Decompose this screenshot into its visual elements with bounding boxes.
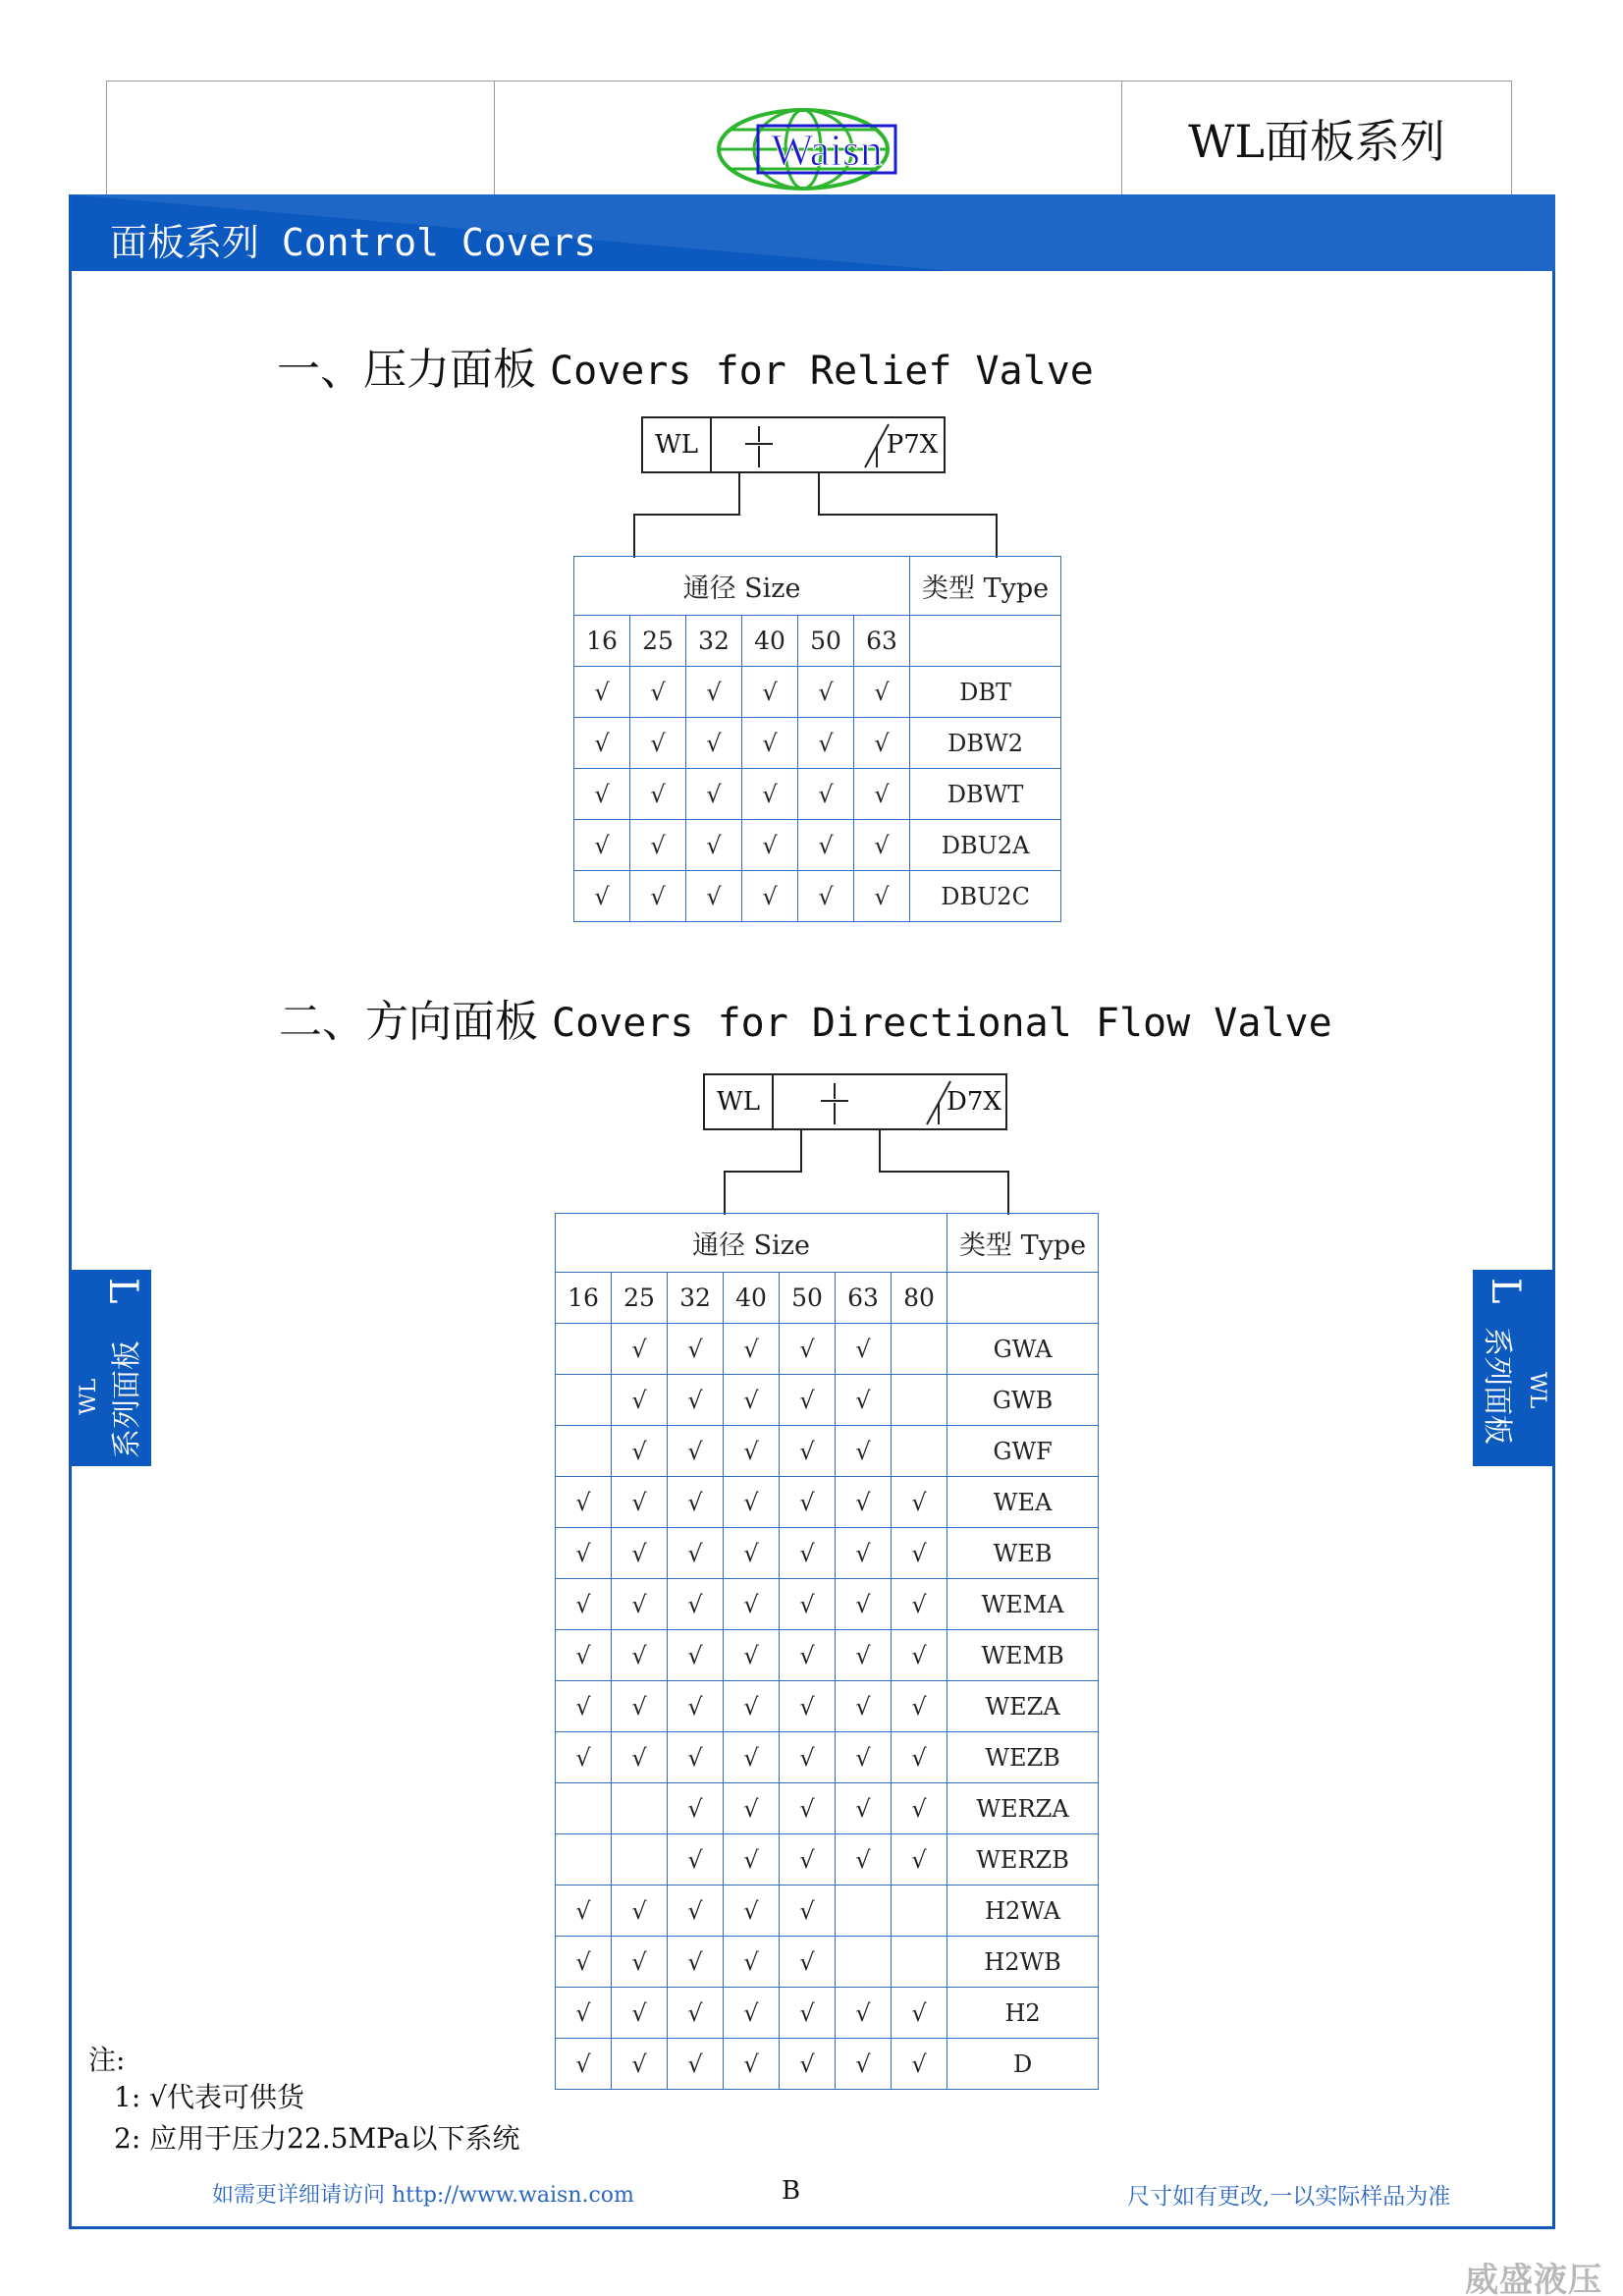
availability-cell [556, 1375, 612, 1426]
model-code-box [641, 416, 946, 473]
availability-cell: √ [836, 1426, 892, 1477]
size-type-blank [910, 616, 1061, 667]
availability-cell: √ [780, 1783, 836, 1834]
availability-cell: √ [612, 1732, 668, 1783]
table-row [556, 1681, 1099, 1732]
availability-cell: √ [612, 2039, 668, 2090]
notes-heading: 注: [88, 2044, 126, 2076]
availability-cell: √ [892, 1988, 947, 2039]
availability-cell: √ [724, 1988, 780, 2039]
availability-cell: √ [686, 769, 742, 820]
table-row [556, 1630, 1099, 1681]
table-row [574, 718, 1061, 769]
size-cell: 63 [836, 1273, 892, 1324]
availability-cell [836, 1886, 892, 1937]
availability-cell [892, 1375, 947, 1426]
table-row [556, 1579, 1099, 1630]
side-tab-left [71, 1270, 151, 1466]
availability-cell: √ [780, 2039, 836, 2090]
type-cell: WEMB [947, 1630, 1099, 1681]
availability-cell: √ [668, 2039, 724, 2090]
availability-cell: √ [836, 1681, 892, 1732]
table-row [556, 1528, 1099, 1579]
size-cell: 16 [556, 1273, 612, 1324]
side-tab-code: WL [1525, 1372, 1549, 1409]
availability-cell: √ [574, 667, 630, 718]
availability-cell: √ [574, 871, 630, 922]
availability-cell: √ [780, 1579, 836, 1630]
table-row [556, 1783, 1099, 1834]
availability-cell: √ [892, 1477, 947, 1528]
waisn-logo [717, 106, 903, 191]
availability-cell: √ [892, 1528, 947, 1579]
type-cell: DBWT [910, 769, 1061, 820]
table-header-row [574, 557, 1061, 616]
availability-cell [892, 1937, 947, 1988]
availability-cell: √ [668, 1988, 724, 2039]
section1-title [277, 334, 1094, 397]
table-row [574, 769, 1061, 820]
availability-cell: √ [612, 1426, 668, 1477]
connector-lines [717, 1128, 1031, 1217]
availability-cell: √ [836, 1528, 892, 1579]
availability-cell: √ [836, 1988, 892, 2039]
type-cell: D [947, 2039, 1099, 2090]
footer-website: 如需更详细请访问 http://www.waisn.com [212, 2183, 634, 2208]
availability-cell: √ [556, 1630, 612, 1681]
availability-cell: √ [724, 1375, 780, 1426]
size-type-blank [947, 1273, 1099, 1324]
size-cell: 80 [892, 1273, 947, 1324]
availability-cell: √ [556, 1988, 612, 2039]
table-row [556, 1732, 1099, 1783]
type-cell: WEZB [947, 1732, 1099, 1783]
availability-cell: √ [668, 1426, 724, 1477]
availability-cell: √ [612, 1579, 668, 1630]
availability-cell: √ [724, 1630, 780, 1681]
availability-cell: √ [780, 1375, 836, 1426]
availability-cell: √ [780, 1630, 836, 1681]
side-tab-label: 系列面板 [1480, 1327, 1514, 1445]
availability-cell: √ [798, 718, 854, 769]
size-row [574, 616, 1061, 667]
availability-cell [556, 1834, 612, 1886]
availability-cell: √ [780, 1988, 836, 2039]
availability-cell: √ [724, 1477, 780, 1528]
availability-cell: √ [630, 718, 686, 769]
table-row [556, 1988, 1099, 2039]
type-cell: GWB [947, 1375, 1099, 1426]
availability-cell: √ [612, 1988, 668, 2039]
section2-title [279, 986, 1332, 1049]
availability-cell: √ [556, 1681, 612, 1732]
availability-cell [892, 1886, 947, 1937]
availability-cell: √ [892, 1834, 947, 1886]
code-suffix: P7X [886, 430, 939, 460]
table-row [556, 2039, 1099, 2090]
availability-cell: √ [574, 718, 630, 769]
availability-cell: √ [854, 667, 910, 718]
availability-cell: √ [798, 871, 854, 922]
relief-valve-table [573, 556, 1061, 922]
availability-cell: √ [612, 1630, 668, 1681]
availability-cell: √ [724, 1783, 780, 1834]
availability-cell: √ [574, 820, 630, 871]
type-cell: DBU2C [910, 871, 1061, 922]
availability-cell [612, 1834, 668, 1886]
availability-cell: √ [854, 769, 910, 820]
availability-cell [836, 1937, 892, 1988]
availability-cell: √ [668, 1528, 724, 1579]
availability-cell: √ [798, 769, 854, 820]
availability-cell [556, 1324, 612, 1375]
availability-cell: √ [742, 769, 798, 820]
availability-cell: √ [668, 1477, 724, 1528]
availability-cell: √ [836, 1630, 892, 1681]
availability-cell: √ [780, 1426, 836, 1477]
availability-cell: √ [612, 1528, 668, 1579]
availability-cell: √ [892, 1630, 947, 1681]
availability-cell: √ [574, 769, 630, 820]
page-number: B [782, 2176, 801, 2206]
code-prefix: WL [717, 1087, 760, 1117]
type-cell: GWF [947, 1426, 1099, 1477]
availability-cell: √ [892, 2039, 947, 2090]
note-item: 1: √代表可供货 [114, 2081, 304, 2113]
size-row [556, 1273, 1099, 1324]
size-cell: 25 [630, 616, 686, 667]
availability-cell: √ [780, 1477, 836, 1528]
availability-cell: √ [630, 871, 686, 922]
availability-cell: √ [724, 1834, 780, 1886]
directional-valve-table [555, 1213, 1099, 2090]
availability-cell [892, 1426, 947, 1477]
availability-cell: √ [724, 1681, 780, 1732]
availability-cell: √ [892, 1732, 947, 1783]
availability-cell: √ [724, 2039, 780, 2090]
availability-cell: √ [742, 820, 798, 871]
availability-cell: √ [630, 820, 686, 871]
availability-cell: √ [724, 1886, 780, 1937]
table-row [556, 1937, 1099, 1988]
connector-lines [628, 471, 1041, 560]
logo-text: Waisn [771, 125, 883, 175]
availability-cell [556, 1783, 612, 1834]
size-header: 通径 Size [574, 557, 910, 616]
availability-cell: √ [854, 718, 910, 769]
side-tab-code: WL [77, 1378, 101, 1415]
type-cell: WEMA [947, 1579, 1099, 1630]
type-cell: GWA [947, 1324, 1099, 1375]
availability-cell: √ [836, 2039, 892, 2090]
side-tab-letter: L [1483, 1278, 1528, 1304]
size-cell: 40 [742, 616, 798, 667]
size-cell: 32 [686, 616, 742, 667]
table-row [556, 1375, 1099, 1426]
availability-cell: √ [556, 1528, 612, 1579]
availability-cell: √ [780, 1732, 836, 1783]
size-cell: 50 [780, 1273, 836, 1324]
availability-cell: √ [630, 769, 686, 820]
title-banner [69, 194, 1555, 271]
availability-cell: √ [668, 1375, 724, 1426]
availability-cell: √ [612, 1324, 668, 1375]
availability-cell: √ [612, 1937, 668, 1988]
availability-cell: √ [556, 2039, 612, 2090]
code-suffix: D7X [947, 1087, 1001, 1117]
availability-cell: √ [686, 718, 742, 769]
availability-cell: √ [630, 667, 686, 718]
availability-cell: √ [836, 1732, 892, 1783]
type-cell: DBU2A [910, 820, 1061, 871]
size-cell: 16 [574, 616, 630, 667]
table-row [556, 1886, 1099, 1937]
availability-cell: √ [668, 1886, 724, 1937]
availability-cell: √ [668, 1834, 724, 1886]
availability-cell: √ [780, 1324, 836, 1375]
section2-title-en: Covers for Directional Flow Valve [552, 1001, 1332, 1046]
table-row [556, 1324, 1099, 1375]
availability-cell: √ [836, 1477, 892, 1528]
availability-cell: √ [724, 1579, 780, 1630]
size-cell: 63 [854, 616, 910, 667]
availability-cell: √ [612, 1375, 668, 1426]
side-tab-letter: L [100, 1278, 145, 1304]
availability-cell: √ [556, 1886, 612, 1937]
type-cell: WEB [947, 1528, 1099, 1579]
note-item: 2: 应用于压力22.5MPa以下系统 [114, 2122, 520, 2155]
availability-cell: √ [836, 1324, 892, 1375]
section1-title-en: Covers for Relief Valve [550, 349, 1094, 394]
type-cell: DBW2 [910, 718, 1061, 769]
availability-cell: √ [668, 1783, 724, 1834]
model-code-box [703, 1073, 1007, 1130]
availability-cell: √ [668, 1579, 724, 1630]
availability-cell: √ [836, 1579, 892, 1630]
availability-cell: √ [780, 1681, 836, 1732]
size-cell: 32 [668, 1273, 724, 1324]
size-cell: 40 [724, 1273, 780, 1324]
availability-cell: √ [798, 820, 854, 871]
availability-cell: √ [724, 1528, 780, 1579]
type-cell: H2 [947, 1988, 1099, 2039]
size-cell: 50 [798, 616, 854, 667]
availability-cell: √ [892, 1681, 947, 1732]
availability-cell: √ [668, 1937, 724, 1988]
availability-cell: √ [556, 1732, 612, 1783]
availability-cell: √ [724, 1732, 780, 1783]
availability-cell [892, 1324, 947, 1375]
code-prefix: WL [655, 430, 698, 460]
availability-cell: √ [686, 820, 742, 871]
availability-cell: √ [668, 1732, 724, 1783]
availability-cell: √ [724, 1937, 780, 1988]
watermark: 威盛液压 [1465, 2261, 1602, 2296]
table-row [556, 1477, 1099, 1528]
banner-title: 面板系列 Control Covers [110, 221, 597, 264]
availability-cell: √ [668, 1324, 724, 1375]
side-tab-right [1473, 1270, 1553, 1466]
availability-cell: √ [854, 871, 910, 922]
type-cell: H2WB [947, 1937, 1099, 1988]
availability-cell [612, 1783, 668, 1834]
availability-cell: √ [892, 1579, 947, 1630]
availability-cell: √ [836, 1375, 892, 1426]
availability-cell: √ [556, 1937, 612, 1988]
header-divider [494, 81, 495, 196]
availability-cell: √ [742, 667, 798, 718]
availability-cell: √ [612, 1477, 668, 1528]
table-row [574, 820, 1061, 871]
size-header: 通径 Size [556, 1214, 947, 1273]
availability-cell: √ [686, 667, 742, 718]
type-cell: WEZA [947, 1681, 1099, 1732]
type-cell: WEA [947, 1477, 1099, 1528]
availability-cell: √ [668, 1630, 724, 1681]
table-row [556, 1426, 1099, 1477]
table-header-row [556, 1214, 1099, 1273]
section1-title-cn: 一、压力面板 [277, 345, 536, 395]
series-title: WL面板系列 [1188, 115, 1445, 168]
availability-cell: √ [612, 1681, 668, 1732]
type-cell: DBT [910, 667, 1061, 718]
availability-cell [556, 1426, 612, 1477]
availability-cell: √ [892, 1783, 947, 1834]
availability-cell: √ [780, 1528, 836, 1579]
table-row [574, 667, 1061, 718]
type-header: 类型 Type [947, 1214, 1099, 1273]
availability-cell: √ [612, 1886, 668, 1937]
footer-disclaimer: 尺寸如有更改,一以实际样品为准 [1127, 2184, 1451, 2210]
table-row [574, 871, 1061, 922]
availability-cell: √ [854, 820, 910, 871]
availability-cell: √ [836, 1834, 892, 1886]
availability-cell: √ [686, 871, 742, 922]
side-tab-label: 系列面板 [110, 1340, 144, 1458]
availability-cell: √ [780, 1886, 836, 1937]
availability-cell: √ [556, 1579, 612, 1630]
availability-cell: √ [668, 1681, 724, 1732]
availability-cell: √ [556, 1477, 612, 1528]
section2-title-cn: 二、方向面板 [279, 997, 538, 1047]
availability-cell: √ [836, 1783, 892, 1834]
availability-cell: √ [798, 667, 854, 718]
availability-cell: √ [780, 1834, 836, 1886]
size-cell: 25 [612, 1273, 668, 1324]
availability-cell: √ [742, 871, 798, 922]
type-cell: WERZB [947, 1834, 1099, 1886]
availability-cell: √ [780, 1937, 836, 1988]
type-cell: WERZA [947, 1783, 1099, 1834]
availability-cell: √ [724, 1324, 780, 1375]
availability-cell: √ [742, 718, 798, 769]
type-cell: H2WA [947, 1886, 1099, 1937]
availability-cell: √ [724, 1426, 780, 1477]
type-header: 类型 Type [910, 557, 1061, 616]
table-row [556, 1834, 1099, 1886]
